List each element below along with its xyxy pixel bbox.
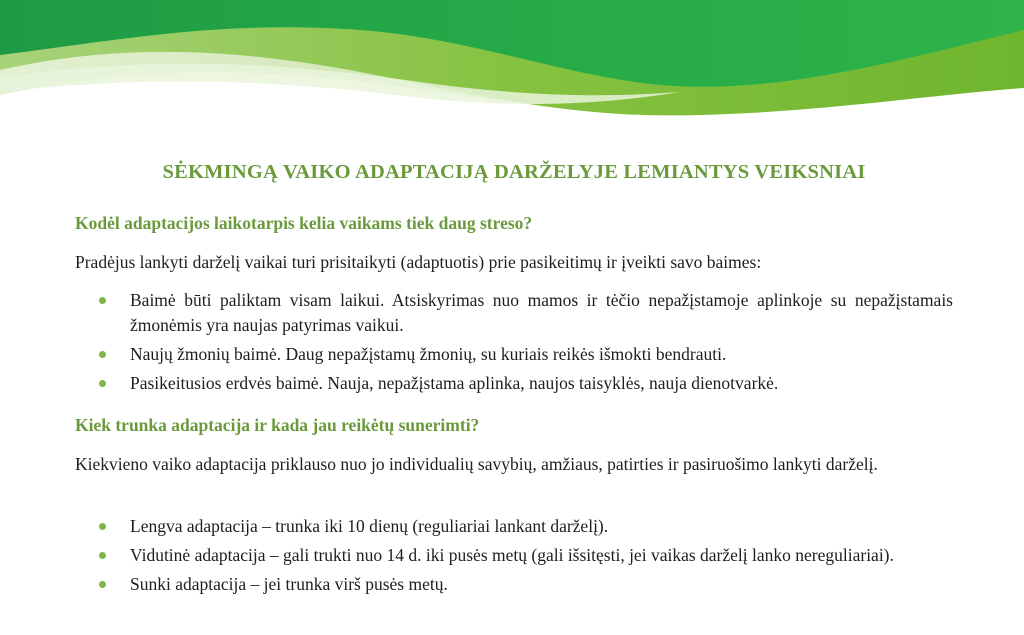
- section-intro-stress: Pradėjus lankyti darželį vaikai turi prisitaikyti (adaptuotis) prie pasikeitimų ir įveikti savo baimes:: [75, 252, 762, 272]
- green-wave-banner: [0, 0, 1024, 135]
- bullet-text: Naujų žmonių baimė. Daug nepažįstamų žmonių, su kuriais reikės išmokti bendrauti.: [130, 344, 727, 364]
- list-item: [75, 543, 953, 568]
- bullet-text: Baimė būti paliktam visam laikui. Atsiskyrimas nuo mamos ir tėčio nepažįstamoje aplinkoje su nepažįstamais žmonėmis yra naujas patyrimas vaikui.: [130, 290, 953, 335]
- bullet-text: Sunki adaptacija – jei trunka virš pusės metų.: [130, 574, 448, 594]
- bullet-icon: [99, 523, 106, 530]
- bullet-text: Vidutinė adaptacija – gali trukti nuo 14 d. iki pusės metų (gali išsitęsti, jei vaikas darželį lanko nereguliariai).: [130, 545, 894, 565]
- bullet-icon: [99, 380, 106, 387]
- bullet-icon: [99, 552, 106, 559]
- document-title: SĖKMINGĄ VAIKO ADAPTACIJĄ DARŽELYJE LEMIANTYS VEIKSNIAI: [162, 161, 866, 183]
- bullet-icon: [99, 581, 106, 588]
- list-item: [75, 342, 953, 367]
- bullet-icon: [99, 351, 106, 358]
- section-intro-duration: Kiekvieno vaiko adaptacija priklauso nuo jo individualių savybių, amžiaus, patirties ir pasiruošimo lankyti darželį.: [75, 454, 878, 474]
- bullet-list-fears: [75, 288, 953, 400]
- bullet-list-adaptation-types: [75, 514, 953, 601]
- list-item: [75, 371, 953, 396]
- list-item: [75, 288, 953, 338]
- bullet-icon: [99, 297, 106, 304]
- list-item: [75, 514, 953, 539]
- bullet-text: Lengva adaptacija – trunka iki 10 dienų (reguliariai lankant darželį).: [130, 516, 609, 536]
- section-heading-stress: Kodėl adaptacijos laikotarpis kelia vaikams tiek daug streso?: [75, 213, 533, 233]
- section-heading-duration: Kiek trunka adaptacija ir kada jau reikėtų sunerimti?: [75, 415, 480, 435]
- list-item: [75, 572, 953, 597]
- bullet-text: Pasikeitusios erdvės baimė. Nauja, nepažįstama aplinka, naujos taisyklės, nauja dienotvarkė.: [130, 373, 779, 393]
